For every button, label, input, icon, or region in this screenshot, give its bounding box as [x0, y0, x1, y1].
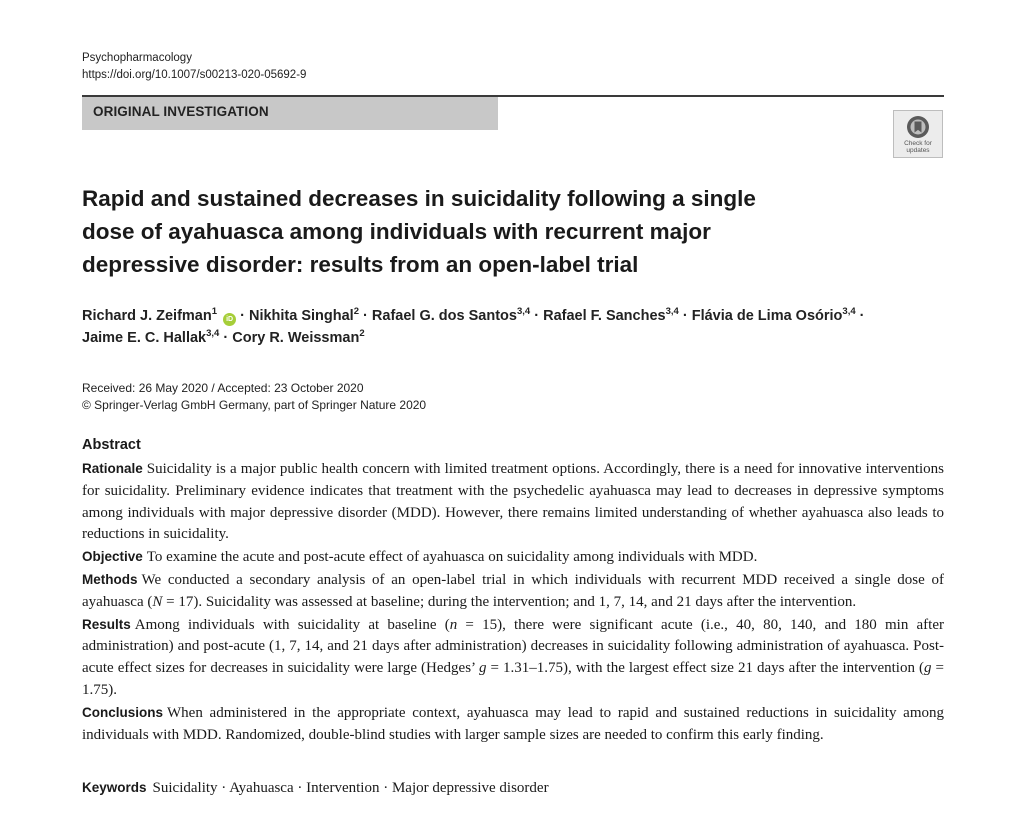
author-name[interactable]: Cory R. Weissman [232, 330, 360, 346]
check-updates-line2: updates [906, 147, 930, 154]
keywords-line [82, 780, 549, 797]
author-affiliation: 1 [211, 306, 218, 317]
article-type-banner: ORIGINAL INVESTIGATION [82, 97, 498, 130]
author-name[interactable]: Rafael G. dos Santos [371, 308, 517, 324]
abstract-results [82, 614, 944, 702]
author-separator: · [682, 308, 688, 324]
abstract-objective [82, 546, 944, 569]
publication-dates [82, 380, 426, 414]
author-name[interactable]: Nikhita Singhal [248, 308, 354, 324]
results-text: Among individuals with suicidality at baseline ( [134, 616, 450, 633]
author-affiliation: 2 [359, 328, 365, 339]
author-affiliation: 2 [353, 306, 360, 317]
keyword-separator: · [217, 780, 230, 796]
results-g-symbol: g [924, 660, 932, 677]
keyword-separator: · [293, 780, 307, 796]
keyword-item[interactable]: Intervention [306, 780, 380, 796]
methods-text: We conducted a secondary analysis of an open-label trial in which individuals with recurrent MDD received a single dose of ayahuasca ( [82, 571, 944, 610]
author-separator: · [859, 308, 865, 324]
results-n-symbol: n [449, 616, 458, 633]
abstract-rationale [82, 458, 944, 546]
conclusions-label: Conclusions [82, 704, 164, 720]
copyright-notice: © Springer-Verlag GmbH Germany, part of Springer Nature 2020 [82, 398, 427, 412]
author-affiliation: 3,4 [665, 306, 679, 317]
journal-name: Psychopharmacology [82, 52, 192, 64]
check-updates-line1: Check for [904, 140, 932, 147]
author-name[interactable]: Jaime E. C. Hallak [82, 330, 207, 346]
abstract-conclusions [82, 702, 944, 747]
objective-label: Objective [82, 549, 143, 565]
methods-text-cont: = 17). Suicidality was assessed at baseline; during the intervention; and 1, 7, 14, and 21 days after the intervention. [162, 593, 857, 610]
methods-label: Methods [82, 571, 138, 587]
author-separator: · [363, 308, 368, 324]
received-accepted-dates: Received: 26 May 2020 / Accepted: 23 October 2020 [82, 381, 364, 395]
abstract-methods [82, 569, 944, 614]
keywords-label: Keywords [82, 780, 147, 795]
methods-n-symbol: N [152, 593, 163, 610]
keyword-separator: · [379, 780, 392, 796]
results-text-cont3: = 1.75). [82, 660, 945, 698]
author-separator: · [240, 308, 245, 324]
check-for-updates-badge[interactable] [893, 110, 943, 158]
doi-link[interactable]: https://doi.org/10.1007/s00213-020-05692-9 [82, 69, 307, 81]
article-title: Rapid and sustained decreases in suicidality following a single dose of ayahuasca among individuals with recurrent major depressive disorder: results from an open-label trial [82, 186, 756, 277]
objective-text: To examine the acute and post-acute effect of ayahuasca on suicidality among individuals with MDD. [146, 549, 758, 566]
author-separator: · [223, 330, 229, 346]
author-name[interactable]: Rafael F. Sanches [543, 308, 666, 324]
author-affiliation: 3,4 [842, 306, 856, 317]
author-affiliation: 3,4 [516, 306, 531, 317]
abstract-body [82, 458, 944, 746]
conclusions-text: When administered in the appropriate context, ayahuasca may lead to rapid and sustained reductions in suicidality among individuals with MDD. Randomized, double-blind studies with larger sample sizes are needed to confirm this early finding. [82, 704, 944, 743]
bookmark-icon [906, 115, 930, 139]
author-name[interactable]: Richard J. Zeifman [82, 308, 212, 324]
abstract-heading: Abstract [82, 437, 141, 453]
author-name[interactable]: Flávia de Lima Osório [691, 308, 843, 324]
orcid-icon[interactable]: iD [223, 313, 236, 326]
keyword-item[interactable]: Suicidality [152, 780, 218, 796]
results-text-cont: = 15), there were significant acute (i.e., 40, 80, 140, and 180 min after administration) and post-acute (1, 7, 14, and 21 days after administration) decreases in suicidality following administration of ayahuasca. Post-acute effect sizes for decreases in suicidality were large (Hedges’ [82, 616, 944, 677]
author-affiliation: 3,4 [206, 328, 220, 339]
results-text-cont2: = 1.31–1.75), with the largest effect size 21 days after the intervention ( [486, 660, 924, 677]
author-list [82, 305, 952, 349]
results-label: Results [82, 616, 131, 632]
keyword-item[interactable]: Major depressive disorder [391, 780, 549, 796]
results-g-symbol: g [478, 660, 487, 677]
journal-header [82, 50, 306, 84]
keyword-item[interactable]: Ayahuasca [229, 780, 294, 796]
rationale-label: Rationale [82, 461, 143, 476]
rationale-text: Suicidality is a major public health concern with limited treatment options. Accordingly, there is a need for innovative interventions for suicidality. Preliminary evidence indicates that treatment with the psychedelic ayahuasca may lead to decreases in depressive symptoms among individuals with major depressive disorder (MDD). However, there remains limited understanding of whether ayahuasca also leads to reductions in suicidality. [82, 461, 944, 543]
author-separator: · [534, 308, 540, 324]
